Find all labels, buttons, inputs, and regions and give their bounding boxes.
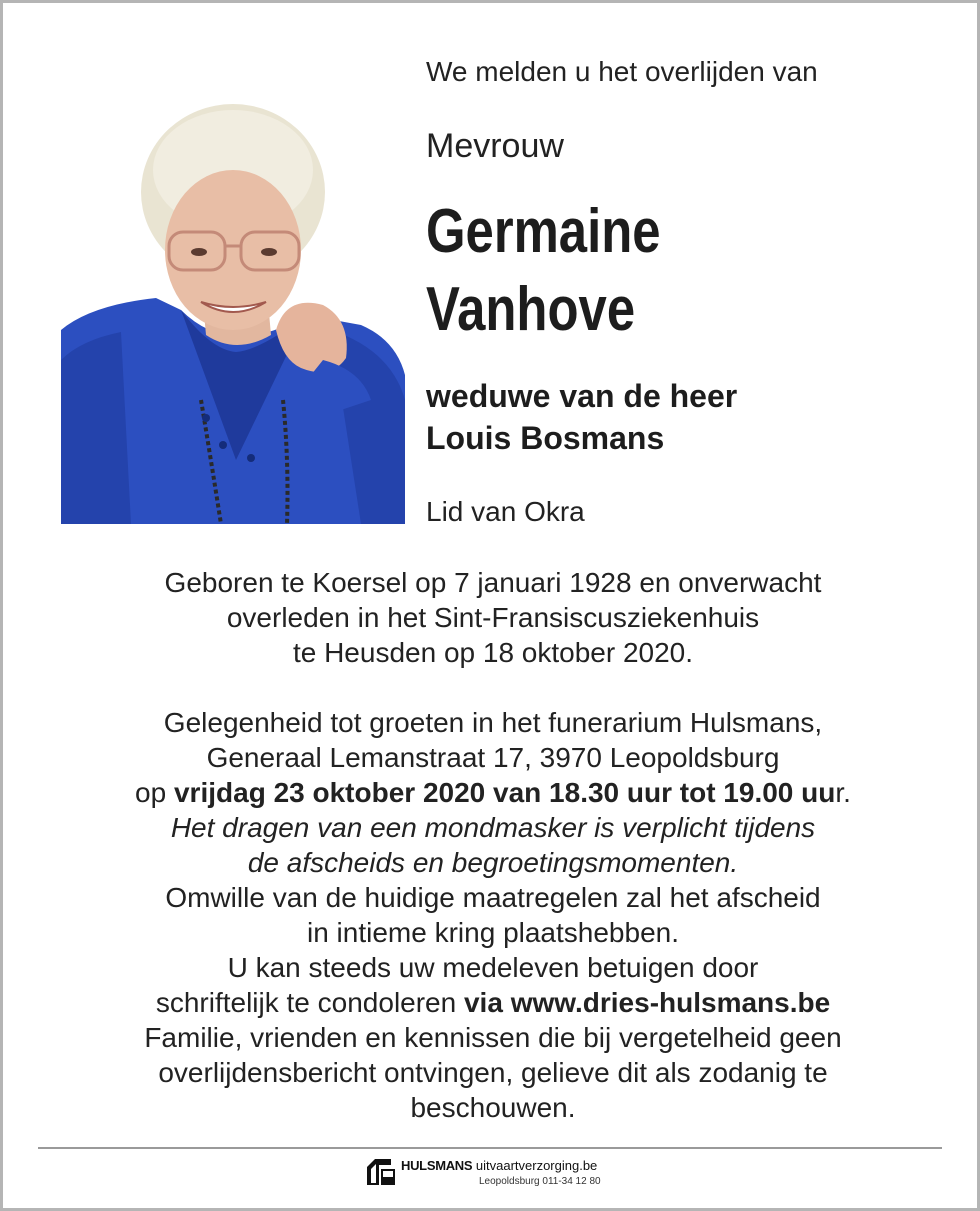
funeral-home-logo	[365, 1155, 625, 1191]
portrait-photo	[61, 100, 405, 524]
obituary-body	[43, 565, 943, 1125]
condolence-line: schriftelijk te condoleren via www.dries-hulsmans.be	[155, 987, 831, 1018]
brand-address: Leopoldsburg 011-34 12 80	[479, 1176, 601, 1187]
hulsmans-logo-icon	[365, 1155, 399, 1187]
portrait-illustration	[61, 100, 405, 524]
condolence-link[interactable]: via www.dries-hulsmans.be	[463, 987, 831, 1018]
membership: Lid van Okra	[426, 496, 585, 527]
spouse-name: Louis Bosmans	[426, 420, 665, 456]
visit-time: op vrijdag 23 oktober 2020 van 18.30 uur tot 19.00 uur.	[135, 777, 851, 808]
measures-line: in intieme kring plaatshebben.	[306, 917, 679, 948]
intro-text: We melden u het overlijden van	[426, 56, 818, 87]
last-name: Vanhove	[426, 275, 636, 344]
spouse-info	[426, 375, 737, 459]
condolence-line: U kan steeds uw medeleven betuigen door	[227, 952, 759, 983]
brand-name: HULSMANS	[401, 1158, 473, 1173]
family-line: beschouwen.	[410, 1092, 576, 1123]
widow-line: weduwe van de heer	[426, 378, 738, 414]
first-name: Germaine	[426, 197, 661, 266]
deceased-name	[426, 193, 661, 349]
family-line: overlijdensbericht ontvingen, gelieve dit als zodanig te	[158, 1057, 828, 1088]
mask-notice: Het dragen van een mondmasker is verplicht tijdens	[170, 812, 816, 843]
birth-line: te Heusden op 18 oktober 2020.	[292, 637, 694, 668]
measures-line: Omwille van de huidige maatregelen zal het afscheid	[165, 882, 821, 913]
brand-domain: uitvaartverzorging.be	[475, 1158, 598, 1173]
divider	[38, 1147, 942, 1149]
family-line: Familie, vrienden en kennissen die bij vergetelheid geen	[144, 1022, 842, 1053]
mask-notice: de afscheids en begroetingsmomenten.	[247, 847, 739, 878]
birth-line: Geboren te Koersel op 7 januari 1928 en onverwacht	[164, 567, 822, 598]
visit-address: Generaal Lemanstraat 17, 3970 Leopoldsburg	[206, 742, 780, 773]
honorific: Mevrouw	[426, 127, 564, 165]
birth-line: overleden in het Sint-Fransiscusziekenhuis	[226, 602, 760, 633]
visit-line: Gelegenheid tot groeten in het funerarium Hulsmans,	[163, 707, 823, 738]
brand-text	[401, 1158, 597, 1174]
